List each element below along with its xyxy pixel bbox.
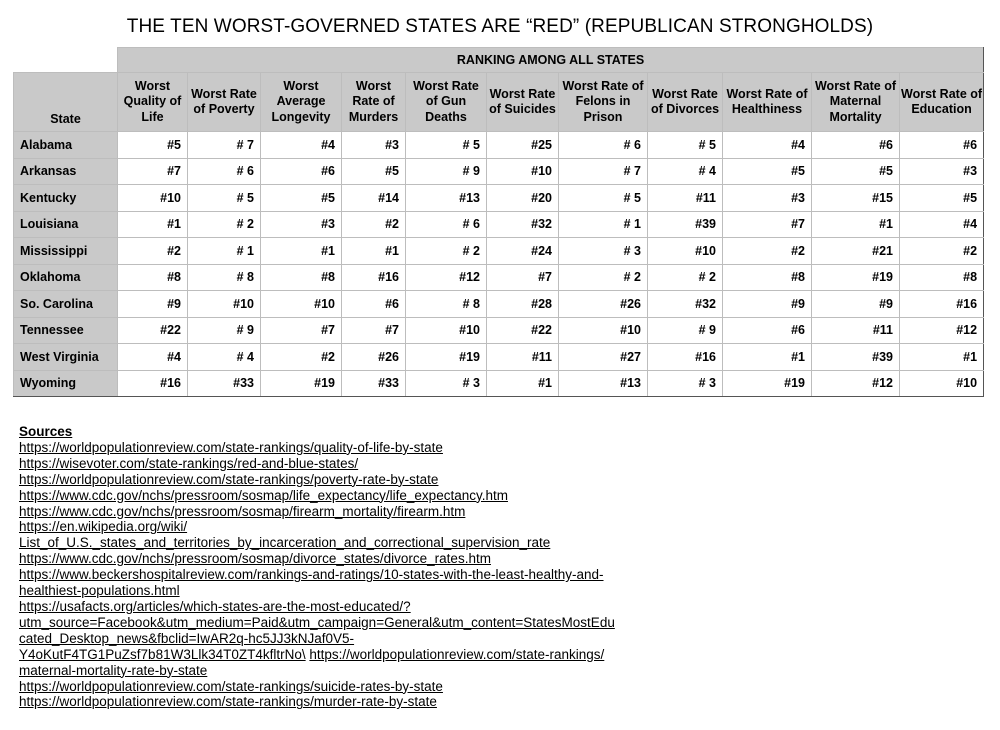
table-row — [14, 185, 984, 212]
rank-cell: #8 — [900, 264, 984, 291]
rank-cell: #3 — [723, 185, 812, 212]
column-header: Worst Average Longevity — [261, 73, 342, 132]
rank-cell: #10 — [559, 317, 648, 344]
rank-cell: # 2 — [559, 264, 648, 291]
state-name: Alabama — [14, 132, 118, 159]
source-link[interactable]: cated_Desktop_news&fbclid=IwAR2q-hc5JJ3kNJaf0V5- — [19, 630, 355, 646]
rank-cell: #32 — [648, 291, 723, 318]
rank-cell: # 2 — [188, 211, 261, 238]
state-name: Louisiana — [14, 211, 118, 238]
rank-cell: #5 — [261, 185, 342, 212]
rank-cell: #16 — [118, 370, 188, 397]
rank-cell: #10 — [188, 291, 261, 318]
rank-cell: #3 — [342, 132, 406, 159]
source-link[interactable]: https://www.cdc.gov/nchs/pressroom/sosmap/firearm_mortality/firearm.htm — [19, 503, 466, 519]
rank-cell: #3 — [900, 158, 984, 185]
rank-cell: # 9 — [188, 317, 261, 344]
rank-cell: #16 — [648, 344, 723, 371]
table-row — [14, 211, 984, 238]
rank-cell: #20 — [487, 185, 559, 212]
rank-cell: # 5 — [559, 185, 648, 212]
rank-cell: #7 — [342, 317, 406, 344]
rank-cell: #21 — [812, 238, 900, 265]
rank-cell: #4 — [118, 344, 188, 371]
rank-cell: #6 — [900, 132, 984, 159]
rank-cell: # 6 — [188, 158, 261, 185]
table-row — [14, 238, 984, 265]
table-row — [14, 158, 984, 185]
column-header: Worst Rate of Divorces — [648, 73, 723, 132]
source-link[interactable]: https://usafacts.org/articles/which-states-are-the-most-educated/? — [19, 598, 411, 614]
column-header: Worst Rate of Gun Deaths — [406, 73, 487, 132]
table-row — [14, 291, 984, 318]
rank-cell: #10 — [487, 158, 559, 185]
rank-cell: #5 — [900, 185, 984, 212]
rank-cell: #24 — [487, 238, 559, 265]
state-name: Wyoming — [14, 370, 118, 397]
rank-cell: #5 — [118, 132, 188, 159]
table-row — [14, 317, 984, 344]
rank-cell: #11 — [648, 185, 723, 212]
source-link[interactable]: https://worldpopulationreview.com/state-rankings/murder-rate-by-state — [19, 694, 437, 710]
rank-cell: #8 — [118, 264, 188, 291]
rank-cell: #28 — [487, 291, 559, 318]
rank-cell: #16 — [342, 264, 406, 291]
rank-cell: #22 — [118, 317, 188, 344]
rank-cell: #27 — [559, 344, 648, 371]
rank-cell: #33 — [188, 370, 261, 397]
source-link[interactable]: https://en.wikipedia.org/wiki/ — [19, 519, 188, 535]
table-row — [14, 264, 984, 291]
rank-cell: #4 — [723, 132, 812, 159]
rank-cell: # 4 — [648, 158, 723, 185]
rank-cell: #7 — [118, 158, 188, 185]
rank-cell: #1 — [723, 344, 812, 371]
rank-cell: # 8 — [406, 291, 487, 318]
state-name: Mississippi — [14, 238, 118, 265]
source-link-fragment[interactable]: Y4oKutF4TG1PuZsf7b81W3Llk34T0ZT4kfltrNo\ — [19, 646, 306, 662]
source-link-mixed — [19, 647, 699, 663]
rank-cell: #2 — [261, 344, 342, 371]
state-name: Arkansas — [14, 158, 118, 185]
rank-cell: #5 — [723, 158, 812, 185]
source-link[interactable]: maternal-mortality-rate-by-state — [19, 662, 208, 678]
rank-cell: #8 — [723, 264, 812, 291]
rank-cell: #5 — [342, 158, 406, 185]
rank-cell: #10 — [648, 238, 723, 265]
source-link[interactable]: https://worldpopulationreview.com/state-rankings/ — [309, 646, 605, 662]
rank-cell: # 1 — [188, 238, 261, 265]
rank-cell: #39 — [648, 211, 723, 238]
column-header: Worst Rate of Maternal Mortality — [812, 73, 900, 132]
rank-cell: # 7 — [188, 132, 261, 159]
rank-cell: # 5 — [188, 185, 261, 212]
rank-cell: #15 — [812, 185, 900, 212]
rank-cell: #9 — [812, 291, 900, 318]
rank-cell: #10 — [118, 185, 188, 212]
rank-cell: #2 — [900, 238, 984, 265]
rank-cell: # 2 — [406, 238, 487, 265]
rank-cell: #3 — [261, 211, 342, 238]
column-header: Worst Rate of Healthiness — [723, 73, 812, 132]
rank-cell: #19 — [723, 370, 812, 397]
rank-cell: #6 — [812, 132, 900, 159]
state-name: Kentucky — [14, 185, 118, 212]
state-name: Oklahoma — [14, 264, 118, 291]
rank-cell: #1 — [900, 344, 984, 371]
rank-cell: # 3 — [648, 370, 723, 397]
sources-section — [19, 424, 699, 710]
rank-cell: # 4 — [188, 344, 261, 371]
rank-cell: #14 — [342, 185, 406, 212]
rank-cell: #7 — [261, 317, 342, 344]
rank-cell: #26 — [559, 291, 648, 318]
rank-cell: # 9 — [648, 317, 723, 344]
rank-cell: #7 — [723, 211, 812, 238]
rank-cell: # 1 — [559, 211, 648, 238]
rank-cell: # 8 — [188, 264, 261, 291]
rank-cell: #10 — [900, 370, 984, 397]
column-header: Worst Rate of Education — [900, 73, 984, 132]
rank-cell: #39 — [812, 344, 900, 371]
rank-cell: #9 — [118, 291, 188, 318]
rank-cell: #26 — [342, 344, 406, 371]
column-header: Worst Rate of Poverty — [188, 73, 261, 132]
rank-cell: #10 — [261, 291, 342, 318]
rank-cell: # 6 — [406, 211, 487, 238]
rank-cell: #1 — [342, 238, 406, 265]
rank-cell: #12 — [812, 370, 900, 397]
rank-cell: #12 — [406, 264, 487, 291]
rank-cell: #32 — [487, 211, 559, 238]
rank-cell: #1 — [261, 238, 342, 265]
rank-cell: #19 — [261, 370, 342, 397]
rank-cell: #2 — [723, 238, 812, 265]
rank-cell: #13 — [406, 185, 487, 212]
rank-cell: #19 — [406, 344, 487, 371]
rank-cell: #2 — [342, 211, 406, 238]
rank-cell: #1 — [812, 211, 900, 238]
rank-cell: #10 — [406, 317, 487, 344]
rank-cell: #4 — [261, 132, 342, 159]
source-link[interactable]: utm_source=Facebook&utm_medium=Paid&utm_campaign=General&utm_content=StatesMostEdu — [19, 614, 615, 630]
rank-cell: #1 — [118, 211, 188, 238]
rank-cell: # 5 — [406, 132, 487, 159]
rank-cell: #8 — [261, 264, 342, 291]
state-column-header: State — [14, 73, 118, 132]
source-link[interactable]: https://www.cdc.gov/nchs/pressroom/sosmap/life_expectancy/life_expectancy.htm — [19, 487, 508, 503]
rank-cell: # 6 — [559, 132, 648, 159]
rank-cell: #5 — [812, 158, 900, 185]
state-name: Tennessee — [14, 317, 118, 344]
rank-cell: #2 — [118, 238, 188, 265]
state-name: So. Carolina — [14, 291, 118, 318]
rank-cell: #13 — [559, 370, 648, 397]
rank-cell: #6 — [723, 317, 812, 344]
source-link[interactable]: healthiest-populations.html — [19, 583, 180, 599]
column-header: Worst Rate of Felons in Prison — [559, 73, 648, 132]
state-name: West Virginia — [14, 344, 118, 371]
source-link[interactable]: https://worldpopulationreview.com/state-rankings/suicide-rates-by-state — [19, 678, 443, 694]
column-header: Worst Rate of Suicides — [487, 73, 559, 132]
rank-cell: #6 — [261, 158, 342, 185]
source-link[interactable]: https://wisevoter.com/state-rankings/red-and-blue-states/ — [19, 455, 359, 471]
rank-cell: # 7 — [559, 158, 648, 185]
rank-cell: #12 — [900, 317, 984, 344]
table-row — [14, 132, 984, 159]
rank-cell: #6 — [342, 291, 406, 318]
rank-cell: # 3 — [559, 238, 648, 265]
rank-cell: #33 — [342, 370, 406, 397]
rank-cell: #25 — [487, 132, 559, 159]
rank-cell: #4 — [900, 211, 984, 238]
source-link[interactable]: https://worldpopulationreview.com/state-rankings/quality-of-life-by-state — [19, 439, 443, 455]
source-link[interactable]: https://worldpopulationreview.com/state-rankings/poverty-rate-by-state — [19, 471, 439, 487]
rank-cell: #22 — [487, 317, 559, 344]
column-header: Worst Rate of Murders — [342, 73, 406, 132]
source-link[interactable]: List_of_U.S._states_and_territories_by_incarceration_and_correctional_supervision_rate — [19, 535, 551, 551]
page-title: THE TEN WORST-GOVERNED STATES ARE “RED” (REPUBLICAN STRONGHOLDS) — [126, 16, 874, 37]
column-header: Worst Quality of Life — [118, 73, 188, 132]
rank-cell: # 2 — [648, 264, 723, 291]
rank-cell: #7 — [487, 264, 559, 291]
sources-heading: Sources — [19, 424, 73, 439]
rank-cell: # 3 — [406, 370, 487, 397]
rank-cell: #11 — [812, 317, 900, 344]
table-corner — [14, 48, 118, 73]
table-row — [14, 344, 984, 371]
source-link[interactable]: https://www.cdc.gov/nchs/pressroom/sosmap/divorce_states/divorce_rates.htm — [19, 551, 491, 567]
rank-cell: # 5 — [648, 132, 723, 159]
rankings-table — [13, 47, 984, 397]
source-link[interactable]: https://www.beckershospitalreview.com/rankings-and-ratings/10-states-with-the-least-healthy-and- — [19, 567, 604, 583]
rank-cell: #9 — [723, 291, 812, 318]
rank-cell: #19 — [812, 264, 900, 291]
rank-cell: # 9 — [406, 158, 487, 185]
ranking-band-header: RANKING AMONG ALL STATES — [118, 48, 984, 73]
rank-cell: #1 — [487, 370, 559, 397]
table-row — [14, 370, 984, 397]
rank-cell: #11 — [487, 344, 559, 371]
rank-cell: #16 — [900, 291, 984, 318]
